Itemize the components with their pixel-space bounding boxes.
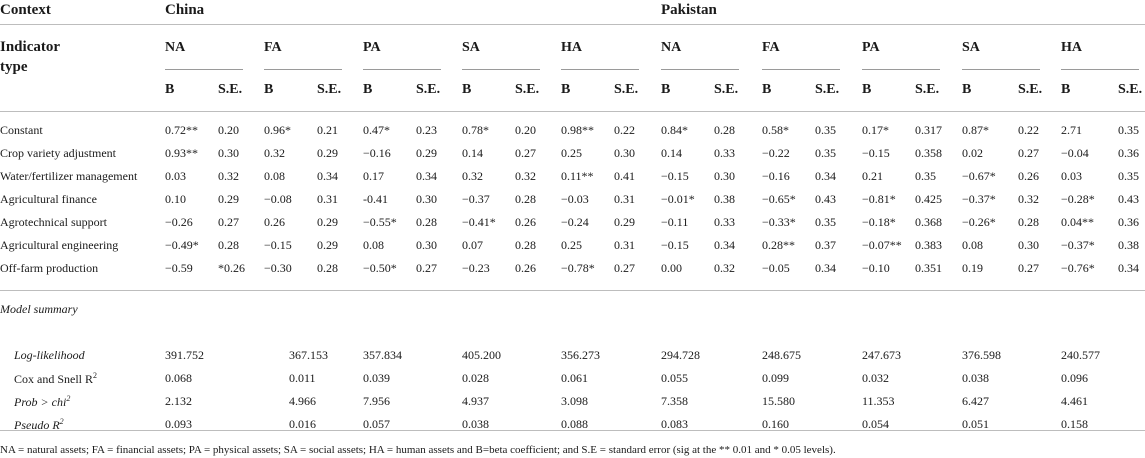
- table-cell: -0.41: [363, 192, 388, 206]
- column-b-heading: B: [862, 82, 872, 97]
- table-cell: 0.35: [915, 169, 936, 183]
- table-cell: 0.33: [714, 215, 735, 229]
- group-heading-pa: PA: [862, 40, 880, 55]
- table-cell: 0.36: [1118, 146, 1139, 160]
- table-cell: 0.20: [218, 123, 239, 137]
- group-underline: [561, 69, 639, 70]
- table-cell: −0.01*: [661, 192, 695, 206]
- column-b-heading: B: [462, 82, 472, 97]
- group-heading-ha: HA: [561, 40, 582, 55]
- table-cell: 0.37: [815, 238, 836, 252]
- summary-cell: 405.200: [462, 348, 501, 362]
- context-heading: Context: [0, 2, 51, 18]
- table-cell: 0.25: [561, 238, 582, 252]
- summary-row-label: [14, 372, 97, 385]
- table-cell: 0.28: [416, 215, 437, 229]
- table-cell: 0.32: [462, 169, 483, 183]
- table-cell: 0.96*: [264, 123, 291, 137]
- summary-cell: 357.834: [363, 348, 402, 362]
- table-cell: 0.31: [614, 238, 635, 252]
- summary-cell: 15.580: [762, 394, 795, 408]
- indicator-type-heading: Indicator: [0, 39, 60, 55]
- table-cell: 0.41: [614, 169, 635, 183]
- table-cell: −0.37*: [1061, 238, 1095, 252]
- table-cell: 0.30: [416, 238, 437, 252]
- table-cell: 0.17: [363, 169, 384, 183]
- table-cell: −0.30: [264, 261, 292, 275]
- table-cell: −0.11: [661, 215, 689, 229]
- group-underline: [165, 69, 243, 70]
- table-cell: 0.35: [1118, 123, 1139, 137]
- table-cell: −0.15: [264, 238, 292, 252]
- table-cell: 0.28**: [762, 238, 795, 252]
- group-heading-sa: SA: [462, 40, 480, 55]
- column-b-heading: B: [264, 82, 274, 97]
- table-cell: −0.81*: [862, 192, 896, 206]
- table-cell: *0.26: [218, 261, 245, 275]
- pakistan-heading: Pakistan: [661, 2, 717, 18]
- column-se-heading: S.E.: [915, 82, 940, 97]
- summary-cell: 2.132: [165, 394, 192, 408]
- table-cell: 0.93**: [165, 146, 198, 160]
- table-cell: 0.08: [962, 238, 983, 252]
- table-cell: 0.27: [1018, 146, 1039, 160]
- table-cell: 0.43: [815, 192, 836, 206]
- summary-label-text: Pseudo R: [14, 418, 60, 432]
- table-cell: −0.37: [462, 192, 490, 206]
- table-cell: 0.00: [661, 261, 682, 275]
- summary-cell: 0.039: [363, 371, 390, 385]
- table-cell: −0.37*: [962, 192, 996, 206]
- table-cell: 0.98**: [561, 123, 594, 137]
- table-cell: −0.10: [862, 261, 890, 275]
- table-cell: 0.78*: [462, 123, 489, 137]
- column-se-heading: S.E.: [614, 82, 639, 97]
- summary-cell: 0.032: [862, 371, 889, 385]
- summary-cell: 6.427: [962, 394, 989, 408]
- summary-cell: 0.051: [962, 417, 989, 431]
- row-label: Agrotechnical support: [0, 215, 107, 229]
- superscript: 2: [66, 394, 71, 403]
- table-cell: 0.28: [1018, 215, 1039, 229]
- group-heading-na: NA: [165, 40, 186, 55]
- table-cell: 0.368: [915, 215, 942, 229]
- table-cell: 0.72**: [165, 123, 198, 137]
- group-underline: [462, 69, 540, 70]
- table-cell: 0.22: [614, 123, 635, 137]
- table-cell: 0.34: [714, 238, 735, 252]
- summary-row-label: [14, 349, 85, 361]
- table-cell: −0.16: [762, 169, 790, 183]
- table-cell: 0.27: [515, 146, 536, 160]
- summary-cell: 240.577: [1061, 348, 1100, 362]
- group-underline: [862, 69, 940, 70]
- summary-cell: 0.011: [289, 371, 316, 385]
- group-heading-fa: FA: [264, 40, 282, 55]
- table-rule: [0, 24, 1145, 25]
- summary-cell: 0.016: [289, 417, 316, 431]
- table-rule: [0, 290, 1145, 291]
- group-underline: [1061, 69, 1139, 70]
- table-cell: 0.28: [714, 123, 735, 137]
- table-cell: −0.15: [862, 146, 890, 160]
- summary-cell: 248.675: [762, 348, 801, 362]
- table-cell: 0.87*: [962, 123, 989, 137]
- table-cell: 2.71: [1061, 123, 1082, 137]
- table-cell: −0.26: [165, 215, 193, 229]
- summary-cell: 0.099: [762, 371, 789, 385]
- summary-label-text: Cox and Snell R: [14, 372, 94, 386]
- summary-row-label: [14, 395, 70, 408]
- table-cell: −0.04: [1061, 146, 1089, 160]
- table-cell: 0.21: [317, 123, 338, 137]
- summary-cell: 4.461: [1061, 394, 1088, 408]
- summary-cell: 0.093: [165, 417, 192, 431]
- table-cell: 0.03: [165, 169, 186, 183]
- summary-cell: 247.673: [862, 348, 901, 362]
- summary-cell: 3.098: [561, 394, 588, 408]
- table-cell: −0.24: [561, 215, 589, 229]
- table-cell: −0.05: [762, 261, 790, 275]
- table-cell: 0.29: [614, 215, 635, 229]
- table-cell: −0.07**: [862, 238, 902, 252]
- table-cell: −0.26*: [962, 215, 996, 229]
- table-cell: 0.14: [661, 146, 682, 160]
- table-cell: 0.28: [515, 238, 536, 252]
- table-cell: 0.07: [462, 238, 483, 252]
- table-cell: 0.26: [264, 215, 285, 229]
- table-cell: 0.25: [561, 146, 582, 160]
- table-cell: 0.38: [1118, 238, 1139, 252]
- table-cell: 0.34: [416, 169, 437, 183]
- row-label: Water/fertilizer management: [0, 169, 138, 183]
- table-cell: 0.04**: [1061, 215, 1094, 229]
- summary-label-text: Log-likelihood: [14, 348, 85, 362]
- column-b-heading: B: [363, 82, 373, 97]
- table-footnote: NA = natural assets; FA = financial assets; PA = physical assets; SA = social assets; HA = human assets and B=beta coefficient; and S.E = standard error (sig at the ** 0.01 and * 0.05 levels).: [0, 444, 836, 456]
- table-cell: 0.351: [915, 261, 942, 275]
- table-cell: 0.20: [515, 123, 536, 137]
- table-cell: 0.14: [462, 146, 483, 160]
- column-b-heading: B: [165, 82, 175, 97]
- table-cell: 0.26: [515, 261, 536, 275]
- table-cell: −0.15: [661, 169, 689, 183]
- table-cell: −0.03: [561, 192, 589, 206]
- summary-cell: 0.061: [561, 371, 588, 385]
- table-cell: 0.28: [317, 261, 338, 275]
- summary-cell: 356.273: [561, 348, 600, 362]
- summary-cell: 294.728: [661, 348, 700, 362]
- table-cell: 0.26: [1018, 169, 1039, 183]
- table-cell: −0.41*: [462, 215, 496, 229]
- summary-label-text: Prob > chi: [14, 395, 67, 409]
- column-se-heading: S.E.: [815, 82, 840, 97]
- summary-cell: 0.158: [1061, 417, 1088, 431]
- table-cell: 0.30: [614, 146, 635, 160]
- table-cell: 0.08: [264, 169, 285, 183]
- table-cell: 0.28: [218, 238, 239, 252]
- group-underline: [661, 69, 739, 70]
- column-se-heading: S.E.: [416, 82, 441, 97]
- table-cell: 0.28: [515, 192, 536, 206]
- table-cell: 0.32: [1018, 192, 1039, 206]
- table-cell: 0.27: [1018, 261, 1039, 275]
- table-cell: 0.34: [815, 169, 836, 183]
- table-cell: 0.30: [218, 146, 239, 160]
- group-underline: [264, 69, 342, 70]
- table-cell: −0.49*: [165, 238, 199, 252]
- summary-cell: 0.096: [1061, 371, 1088, 385]
- table-cell: 0.47*: [363, 123, 390, 137]
- table-cell: −0.78*: [561, 261, 595, 275]
- group-underline: [363, 69, 441, 70]
- table-cell: −0.67*: [962, 169, 996, 183]
- table-cell: 0.34: [1118, 261, 1139, 275]
- table-cell: 0.34: [317, 169, 338, 183]
- table-cell: 0.27: [614, 261, 635, 275]
- table-cell: 0.32: [714, 261, 735, 275]
- summary-cell: 0.038: [962, 371, 989, 385]
- table-cell: 0.317: [915, 123, 942, 137]
- summary-cell: 0.057: [363, 417, 390, 431]
- column-se-heading: S.E.: [515, 82, 540, 97]
- column-se-heading: S.E.: [317, 82, 342, 97]
- table-cell: 0.58*: [762, 123, 789, 137]
- column-se-heading: S.E.: [218, 82, 243, 97]
- table-cell: −0.55*: [363, 215, 397, 229]
- column-se-heading: S.E.: [1118, 82, 1143, 97]
- table-cell: 0.383: [915, 238, 942, 252]
- indicator-type-heading-2: type: [0, 59, 28, 75]
- group-heading-ha: HA: [1061, 40, 1082, 55]
- group-heading-fa: FA: [762, 40, 780, 55]
- table-cell: 0.10: [165, 192, 186, 206]
- table-cell: 0.32: [515, 169, 536, 183]
- table-cell: 0.11**: [561, 169, 594, 183]
- table-cell: 0.30: [714, 169, 735, 183]
- column-se-heading: S.E.: [714, 82, 739, 97]
- summary-cell: 376.598: [962, 348, 1001, 362]
- table-cell: −0.76*: [1061, 261, 1095, 275]
- row-label: Off-farm production: [0, 261, 99, 275]
- group-underline: [762, 69, 840, 70]
- table-cell: 0.33: [714, 146, 735, 160]
- summary-cell: 4.937: [462, 394, 489, 408]
- table-cell: 0.02: [962, 146, 983, 160]
- table-cell: 0.23: [416, 123, 437, 137]
- table-cell: 0.35: [815, 123, 836, 137]
- summary-cell: 7.956: [363, 394, 390, 408]
- table-cell: 0.35: [815, 146, 836, 160]
- table-cell: 0.32: [218, 169, 239, 183]
- table-cell: −0.16: [363, 146, 391, 160]
- group-heading-pa: PA: [363, 40, 381, 55]
- table-cell: 0.27: [416, 261, 437, 275]
- table-cell: 0.17*: [862, 123, 889, 137]
- table-cell: 0.425: [915, 192, 942, 206]
- summary-cell: 0.038: [462, 417, 489, 431]
- table-cell: 0.31: [317, 192, 338, 206]
- row-label: Agricultural engineering: [0, 238, 119, 252]
- china-heading: China: [165, 2, 205, 18]
- table-cell: 0.43: [1118, 192, 1139, 206]
- table-cell: −0.18*: [862, 215, 896, 229]
- column-b-heading: B: [561, 82, 571, 97]
- summary-cell: 391.752: [165, 348, 204, 362]
- summary-cell: 7.358: [661, 394, 688, 408]
- table-cell: 0.31: [614, 192, 635, 206]
- table-cell: 0.84*: [661, 123, 688, 137]
- table-cell: 0.27: [218, 215, 239, 229]
- column-se-heading: S.E.: [1018, 82, 1043, 97]
- table-rule: [0, 111, 1145, 112]
- table-cell: 0.19: [962, 261, 983, 275]
- table-cell: −0.22: [762, 146, 790, 160]
- superscript: 2: [59, 417, 64, 426]
- table-cell: 0.08: [363, 238, 384, 252]
- table-cell: −0.50*: [363, 261, 397, 275]
- table-cell: 0.30: [1018, 238, 1039, 252]
- table-cell: −0.33*: [762, 215, 796, 229]
- table-cell: 0.26: [515, 215, 536, 229]
- table-cell: −0.08: [264, 192, 292, 206]
- table-cell: −0.28*: [1061, 192, 1095, 206]
- column-b-heading: B: [661, 82, 671, 97]
- group-underline: [962, 69, 1040, 70]
- column-b-heading: B: [962, 82, 972, 97]
- superscript: 2: [93, 371, 98, 380]
- table-cell: 0.22: [1018, 123, 1039, 137]
- row-label: Agricultural finance: [0, 192, 97, 206]
- summary-cell: 0.055: [661, 371, 688, 385]
- table-cell: −0.15: [661, 238, 689, 252]
- table-cell: 0.29: [416, 146, 437, 160]
- table-cell: 0.34: [815, 261, 836, 275]
- table-cell: 0.35: [815, 215, 836, 229]
- table-cell: 0.29: [218, 192, 239, 206]
- table-cell: 0.29: [317, 146, 338, 160]
- group-heading-sa: SA: [962, 40, 980, 55]
- table-cell: −0.65*: [762, 192, 796, 206]
- table-cell: 0.35: [1118, 169, 1139, 183]
- table-cell: 0.32: [264, 146, 285, 160]
- table-cell: 0.21: [862, 169, 883, 183]
- summary-cell: 0.160: [762, 417, 789, 431]
- table-cell: 0.38: [714, 192, 735, 206]
- summary-cell: 0.054: [862, 417, 889, 431]
- table-cell: −0.59: [165, 261, 193, 275]
- table-cell: 0.29: [317, 215, 338, 229]
- group-heading-na: NA: [661, 40, 682, 55]
- column-b-heading: B: [1061, 82, 1071, 97]
- column-b-heading: B: [762, 82, 772, 97]
- summary-cell: 0.068: [165, 371, 192, 385]
- summary-cell: 367.153: [289, 348, 328, 362]
- summary-cell: 0.028: [462, 371, 489, 385]
- summary-row-label: [14, 418, 64, 431]
- summary-cell: 4.966: [289, 394, 316, 408]
- table-cell: 0.29: [317, 238, 338, 252]
- table-cell: 0.358: [915, 146, 942, 160]
- table-cell: 0.30: [416, 192, 437, 206]
- table-cell: −0.23: [462, 261, 490, 275]
- row-label: Constant: [0, 123, 43, 137]
- row-label: Crop variety adjustment: [0, 146, 116, 160]
- table-cell: 0.36: [1118, 215, 1139, 229]
- model-summary-heading: Model summary: [0, 302, 78, 316]
- summary-cell: 0.088: [561, 417, 588, 431]
- summary-cell: 11.353: [862, 394, 895, 408]
- table-cell: 0.03: [1061, 169, 1082, 183]
- summary-cell: 0.083: [661, 417, 688, 431]
